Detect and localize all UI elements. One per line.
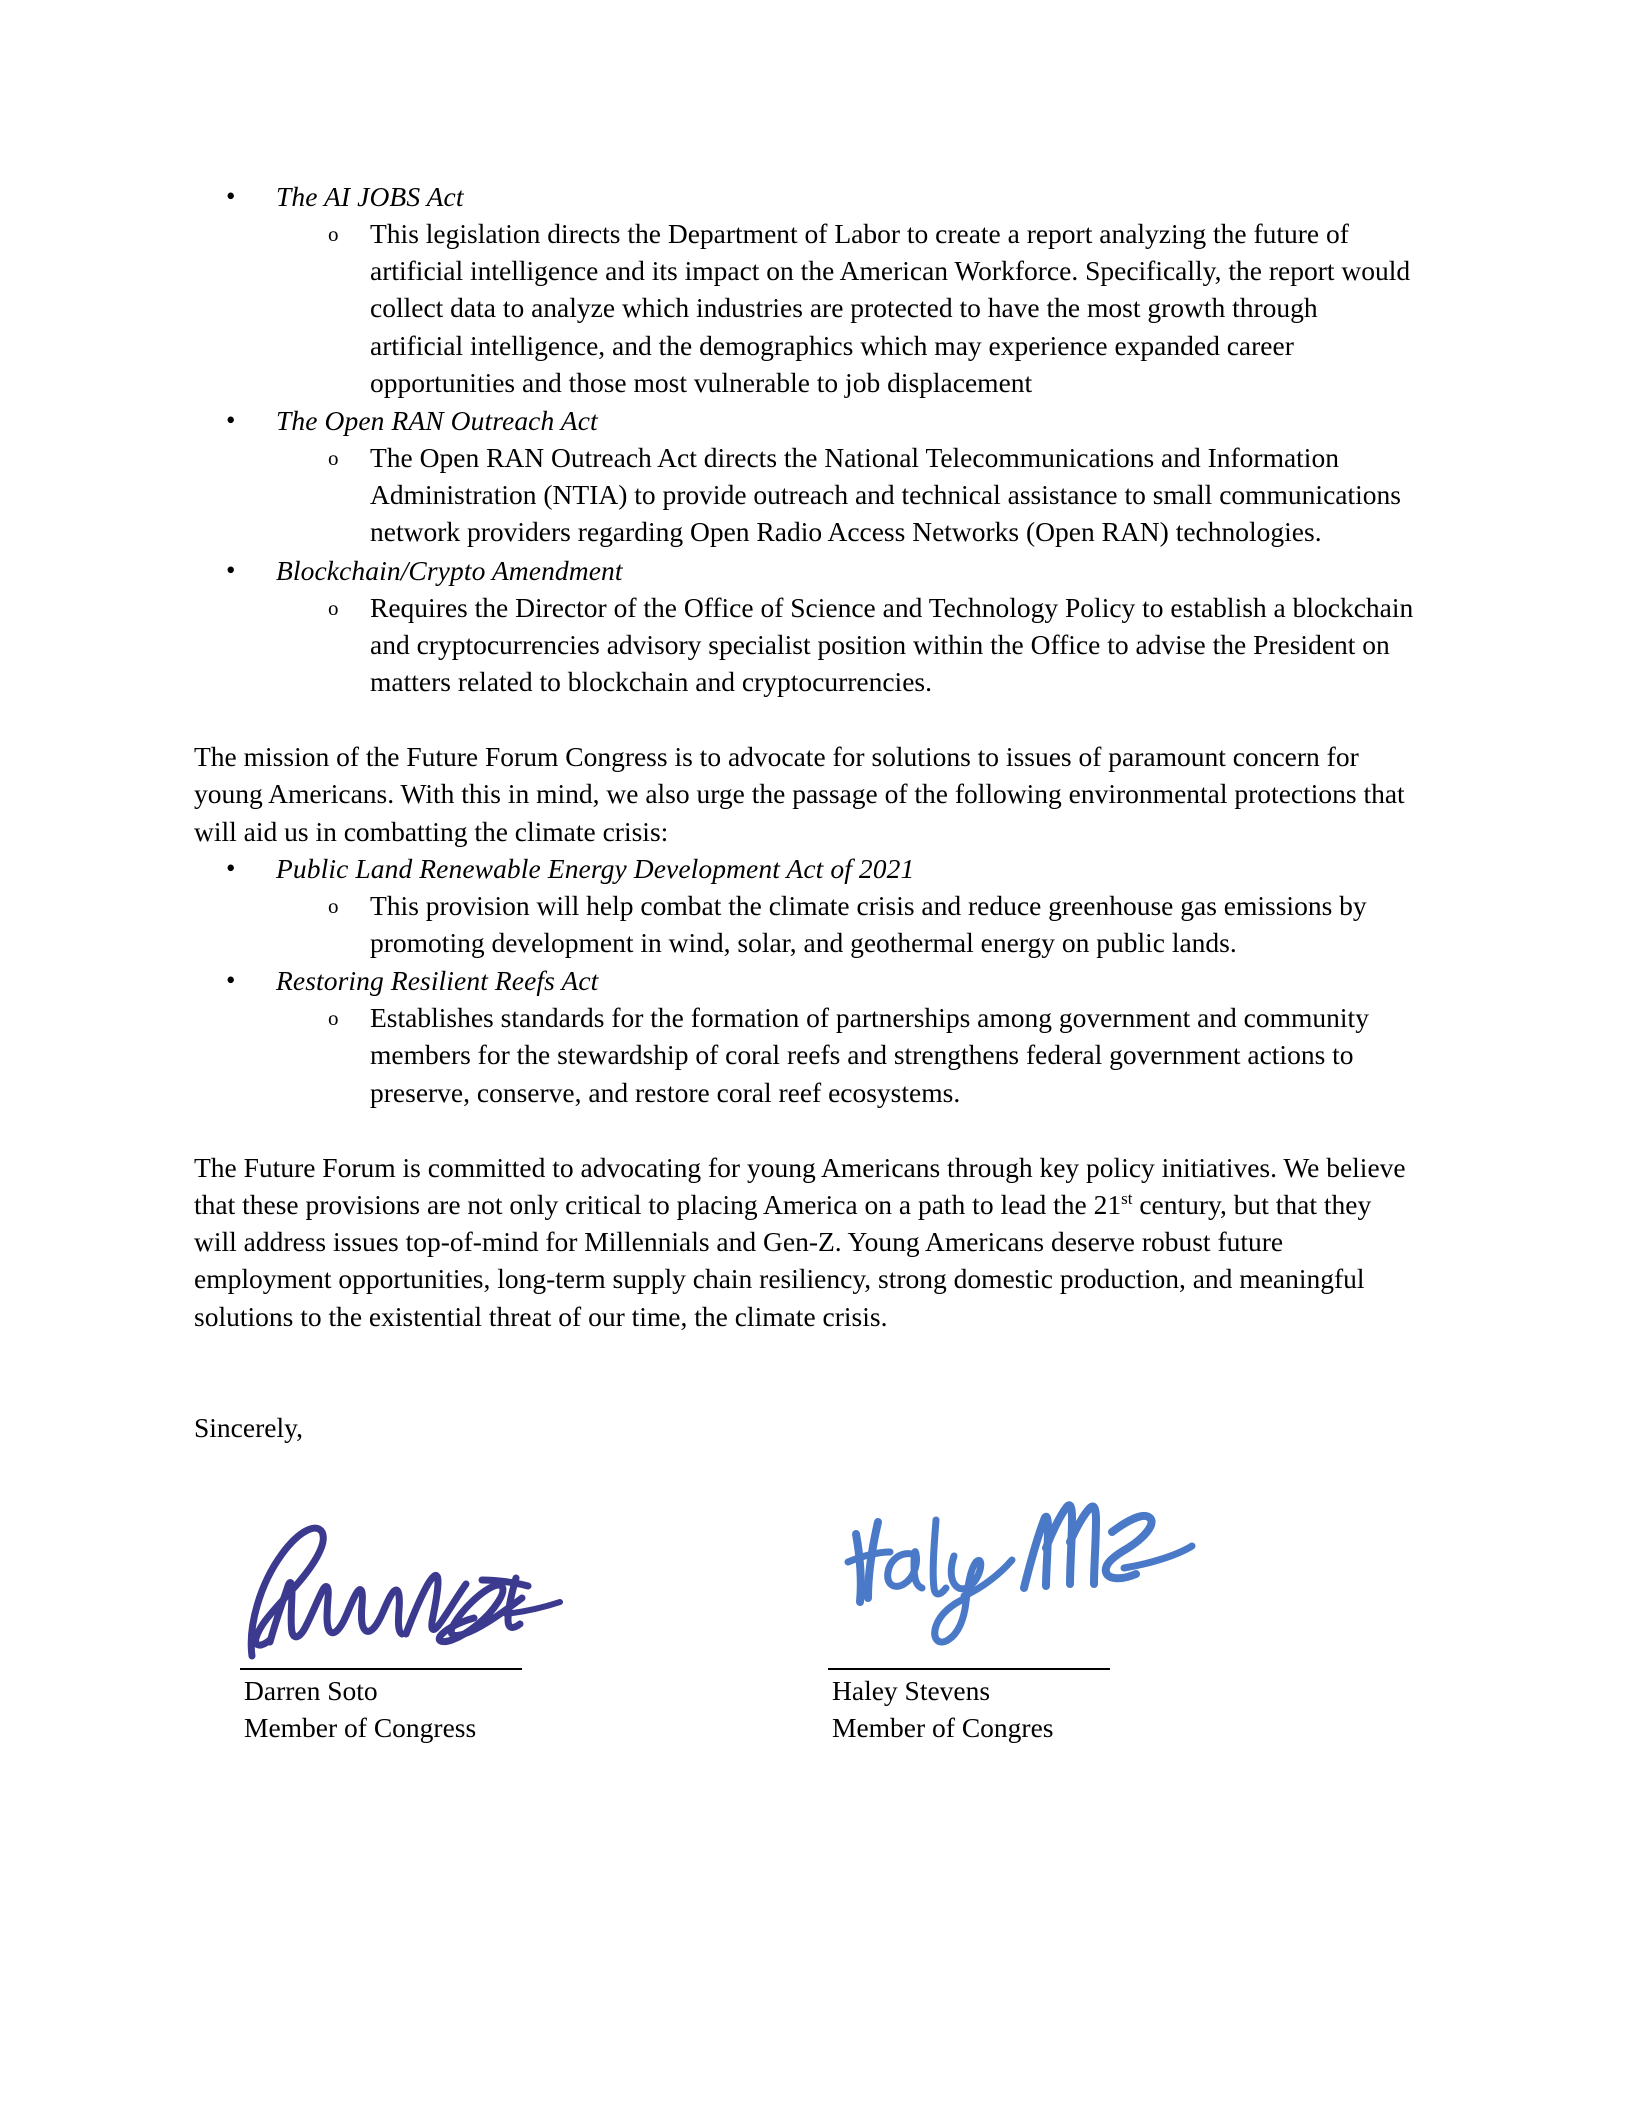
list-item xyxy=(276,589,1416,701)
act-description: Requires the Director of the Office of Science and Technology Policy to establish a blockchain and cryptocurrencies advisory specialist position within the Office to advise the President on matters related to blockchain and cryptocurrencies. xyxy=(370,591,1414,698)
list-item xyxy=(194,552,1416,701)
signature-line xyxy=(828,1668,1110,1670)
signature-line xyxy=(240,1668,522,1670)
document-content xyxy=(194,178,1416,1750)
act-title: The AI JOBS Act xyxy=(276,181,464,212)
list-item xyxy=(194,178,1416,401)
sub-bullet-marker-icon: o xyxy=(328,222,339,246)
bullet-marker-icon: • xyxy=(226,852,236,883)
act-description: This provision will help combat the climate crisis and reduce greenhouse gas emissions by promoting development in wind, solar, and geothermal energy on public lands. xyxy=(370,889,1367,959)
signature-soto-ink xyxy=(230,1506,570,1676)
bullet-marker-icon: • xyxy=(226,181,236,211)
mission-paragraph: The mission of the Future Forum Congress is to advocate for solutions to issues of paramount concern for young Americans. With this in mind, we also urge the passage of the following environmental protections that will aid us in combatting the climate crisis: xyxy=(194,741,1405,847)
sub-bullet-marker-icon: o xyxy=(328,446,339,471)
act-description: The Open RAN Outreach Act directs the National Telecommunications and Information Administration (NTIA) to provide outreach and technical assistance to small communications network providers regarding Open Radio Access Networks (Open RAN) technologies. xyxy=(370,442,1401,548)
closing-paragraph-part1: The Future Forum is committed to advocating for young Americans through key policy initiatives. We believe that these provisions are not only critical to placing America on a path to lead the 21 xyxy=(194,1151,1406,1221)
sub-bullet-marker-icon: o xyxy=(328,1006,339,1031)
list-item xyxy=(194,402,1416,551)
act-title: Public Land Renewable Energy Development Act of 2021 xyxy=(276,852,915,884)
act-title: Blockchain/Crypto Amendment xyxy=(276,554,623,586)
bullet-marker-icon: • xyxy=(226,405,236,436)
list-item xyxy=(276,439,1416,551)
environment-bullet-list xyxy=(194,850,1416,1111)
act-title: Restoring Resilient Reefs Act xyxy=(276,965,599,997)
act-description: This legislation directs the Department of Labor to create a report analyzing the future of artificial intelligence and its impact on the American Workforce. Specifically, the report would collect data to analyze which industries are protected to have the most growth through artificial intelligence, and the demographics which may experience expanded career opportunities and those most vulnerable to job displacement xyxy=(370,218,1411,398)
act-description: Establishes standards for the formation of partnerships among government and community members for the stewardship of coral reefs and strengthens federal government actions to preserve, conserve, and restore coral reef ecosystems. xyxy=(370,1002,1369,1108)
tech-bullet-list xyxy=(194,178,1416,700)
tech-sub-list xyxy=(276,589,1416,701)
bullet-marker-icon: • xyxy=(226,965,236,996)
act-title: The Open RAN Outreach Act xyxy=(276,405,598,437)
tech-sub-list xyxy=(276,439,1416,551)
signatory-name: Darren Soto xyxy=(244,1675,378,1707)
signature-stevens-ink xyxy=(838,1484,1198,1674)
closing-paragraph-part2: century, but that they will address issues top-of-mind for Millennials and Gen-Z. Young Americans deserve robust future employment opportunities, long-term supply chain resiliency, strong domestic production, and meaningful solutions to the existential threat of our time, the climate crisis. xyxy=(194,1189,1372,1332)
closing-paragraph xyxy=(194,1149,1416,1335)
list-item xyxy=(194,962,1416,1111)
sign-off: Sincerely, xyxy=(194,1411,303,1443)
environment-sub-list xyxy=(276,887,1416,961)
signatory-role: Member of Congres xyxy=(832,1712,1054,1744)
list-item xyxy=(194,850,1416,961)
spacer xyxy=(194,1112,1416,1149)
environment-sub-list xyxy=(276,999,1416,1111)
signature-block xyxy=(194,1520,1416,1750)
list-item xyxy=(276,887,1416,961)
ordinal-suffix: st xyxy=(1121,1188,1133,1208)
spacer xyxy=(194,1335,1416,1409)
signatory-name: Haley Stevens xyxy=(832,1675,991,1707)
sub-bullet-marker-icon: o xyxy=(328,595,339,620)
sub-bullet-marker-icon: o xyxy=(328,893,339,918)
list-item xyxy=(276,999,1416,1111)
tech-sub-list xyxy=(276,215,1416,401)
bullet-marker-icon: • xyxy=(226,554,236,585)
signatory-role: Member of Congress xyxy=(244,1712,477,1744)
list-item xyxy=(276,215,1416,401)
spacer xyxy=(194,701,1416,738)
